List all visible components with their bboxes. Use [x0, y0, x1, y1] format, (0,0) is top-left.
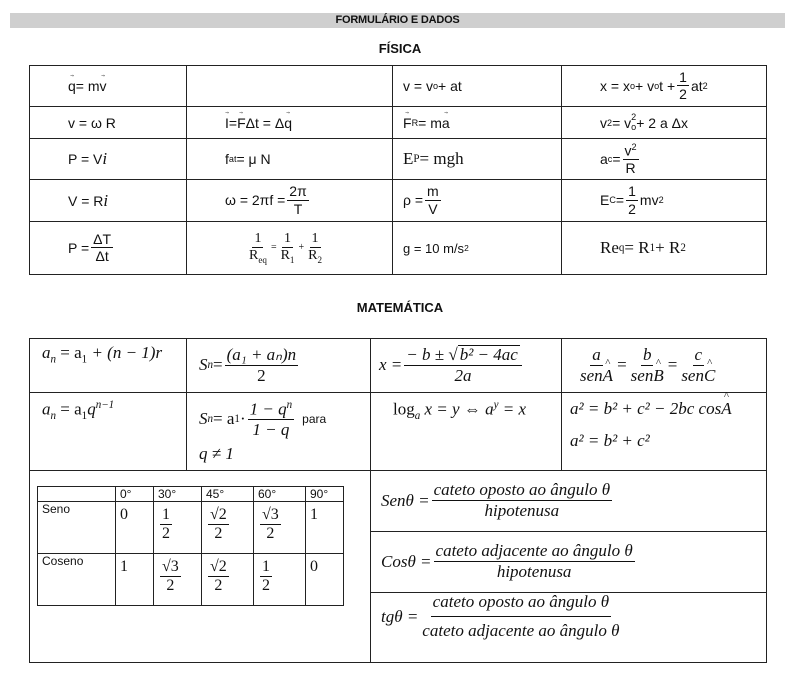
- formula-newton-second-law: → F R = m → a: [393, 107, 562, 139]
- formula-momentum: → q = m → v: [30, 66, 187, 107]
- trig-header-row: [38, 487, 344, 502]
- trig-value: $\frac{√3}{2}$: [154, 554, 202, 606]
- formula-arithmetic-term: $a_n = a_1 + (n - 1)r$: [30, 339, 187, 393]
- trig-header-cell: 0°: [116, 487, 154, 502]
- formula-logarithm: $\log_a x = y$ ⇔ $a^y = x$: [371, 393, 562, 471]
- formula-velocity: v = v o + at: [393, 66, 562, 107]
- trig-value: $\frac{√3}{2}$: [254, 502, 306, 554]
- physics-formula-table: [29, 65, 767, 275]
- page-banner: FORMULÁRIO E DADOS: [10, 13, 785, 28]
- trig-row-coseno: [38, 554, 344, 606]
- formula-series-resistance: Re q = R 1 + R 2: [562, 222, 767, 275]
- formula-position: x = x o + v o t + $\frac{1}{2}$ at 2: [562, 66, 767, 107]
- formula-geometric-term: $a_n = a_1q^{n-1}$: [30, 393, 187, 471]
- trig-value: $\frac{1}{2}$: [254, 554, 306, 606]
- trig-header-cell: [38, 487, 116, 502]
- trig-row-label: Seno: [38, 502, 116, 554]
- math-section-title: MATEMÁTICA: [356, 300, 444, 315]
- trig-row-seno: [38, 502, 344, 554]
- formula-arithmetic-sum: S n = $\frac{\text{(a₁ + aₙ)n}}{2}$: [187, 339, 371, 393]
- formula-law-of-sines: $\frac{a}{\text{sen\textasciicircum{} A}}$ = $\frac{b}{\text{sen\textasciicircum{} B}}$ = $\frac{c}{\text{sen\textasciicircum{} C}}$: [562, 339, 767, 393]
- formula-cosine-definition: Cosθ = $\frac{\text{cateto adjacente ao ângulo θ}}{\text{hipotenusa}}$: [371, 532, 766, 593]
- formula-impulse: → I = → F Δt = Δ → q: [187, 107, 393, 139]
- formula-kinetic-energy: E C = $\frac{1}{2}$ mv 2: [562, 180, 767, 222]
- trig-value: 0: [116, 502, 154, 554]
- trig-value: 0: [306, 554, 344, 606]
- formula-centripetal-acceleration: a c = $\frac{v^2}{R}$: [562, 139, 767, 180]
- trig-value: $\frac{√2}{2}$: [202, 554, 254, 606]
- formula-density: ρ = $\frac{m}{V}$: [393, 180, 562, 222]
- trig-value: 1: [116, 554, 154, 606]
- formula-quadratic: x = $\frac{\text{− b ± √ b² − 4ac}}{2a}$: [371, 339, 562, 393]
- formula-power: P = $\frac{\Delta T}{\Delta t}$: [30, 222, 187, 275]
- formula-pythagoras: a² = b² + c²: [570, 431, 650, 450]
- trig-value: $\frac{1}{2}$: [154, 502, 202, 554]
- trig-definitions: [371, 471, 767, 663]
- formula-angular-velocity: v = ω R: [30, 107, 187, 139]
- trig-row-label: Coseno: [38, 554, 116, 606]
- formula-gravity: g = 10 m/s 2: [393, 222, 562, 275]
- trig-header-cell: 45°: [202, 487, 254, 502]
- trig-header-cell: 30°: [154, 487, 202, 502]
- trig-value: $\frac{√2}{2}$: [202, 502, 254, 554]
- formula-tangent-definition: tgθ = $\frac{\text{cateto oposto ao ângulo θ}}{\text{cateto adjacente ao ângulo θ}}$: [381, 592, 620, 640]
- formula-torricelli: v 2 = v 2 o + 2 a Δx: [562, 107, 767, 139]
- formula-sine-definition: Senθ = $\frac{\text{cateto oposto ao ângulo θ}}{\text{hipotenusa}}$: [371, 471, 766, 532]
- trig-header-cell: 90°: [306, 487, 344, 502]
- formula-parallel-resistance: $\frac{1}{R_{eq}}$ = $\frac{1}{R_1}$ + $\frac{1}{R_2}$: [187, 222, 393, 275]
- empty-cell: [187, 66, 393, 107]
- formula-friction: f at = μ N: [187, 139, 393, 180]
- trig-header-cell: 60°: [254, 487, 306, 502]
- formula-ohm-law: V = R i: [30, 180, 187, 222]
- formula-electric-power: P = V i: [30, 139, 187, 180]
- formula-angular-frequency: ω = 2πf = $\frac{2\pi}{T}$: [187, 180, 393, 222]
- formula-law-of-cosines: a² = b² + c² − 2bc cos^ A a² = b² + c²: [562, 393, 767, 471]
- trig-value: 1: [306, 502, 344, 554]
- trig-values-table: [37, 486, 344, 606]
- formula-potential-energy: E P = mgh: [393, 139, 562, 180]
- formula-geometric-sum: S n = a 1 · $\frac{1 - q^n}{1 - q}$ para q ≠ 1: [187, 393, 371, 471]
- physics-section-title: FÍSICA: [378, 41, 422, 56]
